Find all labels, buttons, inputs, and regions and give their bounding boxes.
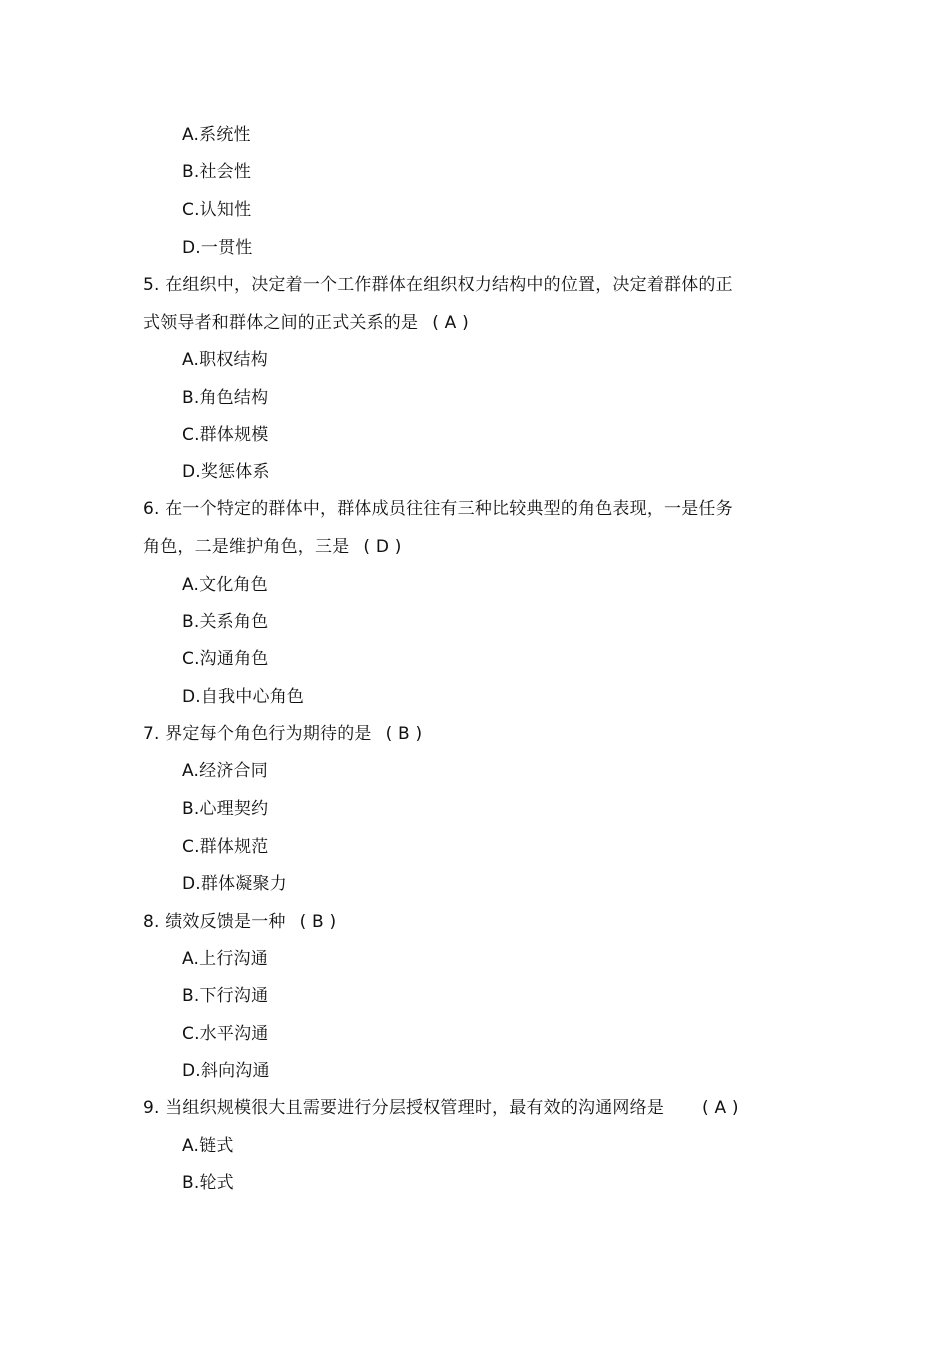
option-c-group-norms: C.群体规范 xyxy=(182,837,269,857)
option-c-horizontal-communication: C.水平沟通 xyxy=(182,1024,269,1044)
option-c-communication-role: C.沟通角色 xyxy=(182,649,269,669)
option-b-psychological-contract: B.心理契约 xyxy=(182,799,269,819)
question-6-line-2: 角色，二是维护角色，三是 ( D ) xyxy=(143,537,402,557)
answer-8: ( B ) xyxy=(299,912,337,932)
option-d-consistent: D.一贯性 xyxy=(182,238,253,258)
option-c-group-size: C.群体规模 xyxy=(182,425,269,445)
option-d-reward-system: D.奖惩体系 xyxy=(182,462,270,482)
answer-7: ( B ) xyxy=(385,724,423,744)
option-a-systemic: A.系统性 xyxy=(182,125,251,145)
option-a-authority-structure: A.职权结构 xyxy=(182,350,268,370)
option-a-upward-communication: A.上行沟通 xyxy=(182,949,268,969)
option-c-cognitive: C.认知性 xyxy=(182,200,252,220)
option-b-downward-communication: B.下行沟通 xyxy=(182,986,269,1006)
option-b-wheel: B.轮式 xyxy=(182,1173,234,1193)
question-6-line-1: 6. 在一个特定的群体中，群体成员往往有三种比较典型的角色表现，一是任务 xyxy=(143,499,733,519)
option-b-role-structure: B.角色结构 xyxy=(182,388,269,408)
option-d-group-cohesion: D.群体凝聚力 xyxy=(182,874,287,894)
answer-5: ( A ) xyxy=(432,313,469,333)
option-d-diagonal-communication: D.斜向沟通 xyxy=(182,1061,270,1081)
question-5-line-2: 式领导者和群体之间的正式关系的是 ( A ) xyxy=(143,313,469,333)
option-a-economic-contract: A.经济合同 xyxy=(182,761,268,781)
option-d-self-centered-role: D.自我中心角色 xyxy=(182,687,305,707)
answer-9: ( A ) xyxy=(702,1098,739,1118)
question-5-line-1: 5. 在组织中，决定着一个工作群体在组织权力结构中的位置，决定着群体的正 xyxy=(143,275,733,295)
option-a-chain: A.链式 xyxy=(182,1136,234,1156)
question-8: 8. 绩效反馈是一种 ( B ) xyxy=(143,912,337,932)
question-7: 7. 界定每个角色行为期待的是 ( B ) xyxy=(143,724,423,744)
option-b-social: B.社会性 xyxy=(182,162,252,182)
answer-6: ( D ) xyxy=(363,537,402,557)
option-a-culture-role: A.文化角色 xyxy=(182,575,268,595)
question-9: 9. 当组织规模很大且需要进行分层授权管理时，最有效的沟通网络是 ( A ) xyxy=(143,1098,739,1118)
option-b-relation-role: B.关系角色 xyxy=(182,612,269,632)
